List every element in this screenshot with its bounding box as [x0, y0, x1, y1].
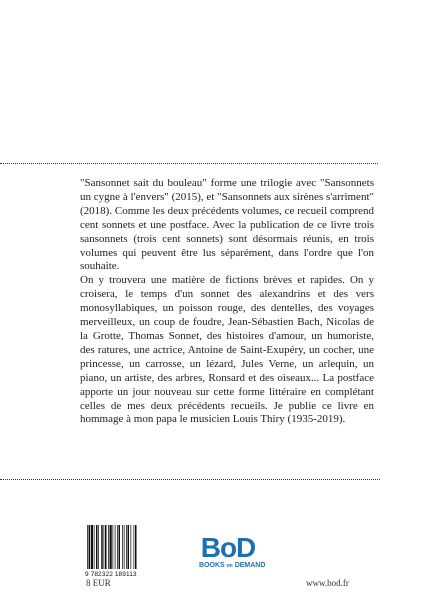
dotted-separator-top [0, 163, 378, 164]
publisher-url: www.bod.fr [306, 578, 349, 588]
barcode-icon [85, 525, 151, 571]
barcode-digits: 9 782322 189113 [85, 571, 137, 578]
tagline-on: on [226, 563, 233, 569]
logo-wordmark: BoD [200, 532, 256, 563]
back-cover-description [80, 177, 374, 427]
price-label: 8 EUR [86, 578, 111, 588]
tagline-demand: DEMAND [234, 562, 266, 569]
isbn-barcode [85, 525, 151, 577]
description-paragraph-2: On y trouvera une matière de fictions brèves et rapides. On y croisera, le temps d'un sonnet des alexandrins et des vers monosyllabiques, un poisson rouge, des dentelles, des voyages merveilleux, un coup de foudre, Jean-Sébastien Bach, Nicolas de la Grotte, Thomas Sonnet, des histoires d'amour, un humoriste, des ratures, une actrice, Antoine de Saint-Exupéry, un cocher, une princesse, un carrosse, un lézard, Jules Verne, un arlequin, un piano, un artiste, des arbres, Ronsard et des oiseaux... La postface apporte un jour nouveau sur cette forme littéraire en complétant celles de mes deux précédents recueils. Je publie ce livre en hommage à mon papa le musicien Louis Thiry (1935-2019). [80, 274, 374, 426]
tagline-books: BOOKS [199, 562, 225, 569]
bod-logo [199, 532, 266, 571]
dotted-separator-bottom [0, 479, 380, 480]
description-paragraph-1: "Sansonnet sait du bouleau" forme une trilogie avec "Sansonnets un cygne à l'envers" (2015), et "Sansonnets aux sirènes s'arriment" (2018). Comme les deux précédents volumes, ce recueil comprend cent sonnets et une postface. Avec la publication de ce livre trois sansonnets (trois cent sonnets) sont désormais réunis, en trois volumes qui peuvent être lus séparément, dans l'ordre que l'on souhaite. [80, 177, 374, 273]
logo-tagline [199, 561, 266, 571]
